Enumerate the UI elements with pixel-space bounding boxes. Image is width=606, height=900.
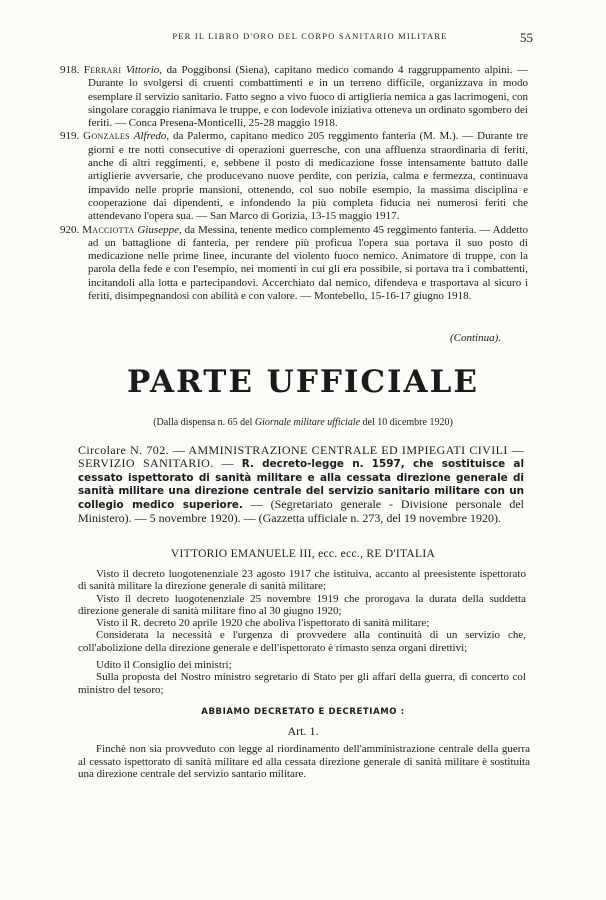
article-paragraph: Finchè non sia provveduto con legge al riordinamento dell'amministrazione centrale della guerra al cessato ispettorato di sanità militare ed alla cessata direzione generale di sanità militare è sostituita una direzione centrale del servizio santario militare. [78,743,530,781]
entry-919 [60,130,528,223]
circolare-reference: — (Segretariato generale - Divisione personale del Ministero). — 5 novembre 1920). — (Gazzetta ufficiale n. 273, del 19 novembre 1920). [78,497,525,525]
continua-note: (Continua). [450,332,502,344]
entry-number: 920. [60,223,80,236]
dispensa-journal: Giornale militare ufficiale [254,417,361,428]
dispensa-note [0,417,606,428]
entry-918 [60,64,528,130]
article-label: Art. 1. [287,724,319,738]
running-head: PER IL LIBRO D'ORO DEL CORPO SANITARIO MILITARE [172,31,448,41]
entry-text: , da Poggibonsi (Siena), capitano medico comando 4 raggruppamento alpini. — Durante lo svolgersi di cruenti combattimenti e in un terreno difficile, organizzava in modo esemplare il servizio sanitario. Fatto segno a vivo fuoco di artiglieria nemica a gas lacrimogeni, con singolare coraggio rianimava le truppe, e con lodevole iniziativa otteneva un ordinato sgombero dei feriti. — Conca Presena-Monticelli, 25-28 maggio 1918. [88,64,529,130]
entry-number: 918. [60,64,80,76]
preamble-paragraph: Visto il decreto luogotenenziale 23 agosto 1917 che istituiva, accanto al preesistente ispettorato di sanità militare la direzione generale di sanità militare; [78,568,526,593]
entry-surname: Macciotta [82,223,135,236]
article-body [78,743,530,781]
entry-text: , da Palermo, capitano medico 205 reggimento fanteria (M. M.). — Durante tre giorni e tre notti consecutive di operazioni guerresche, con una affluenza straordinaria di feriti, anche di altri reggimenti, e, sebbene il posto di medicazione fosse intensamente battuto dalle artiglierie avversarie, che producevano nuove perdite, con perizia, calma e fermezza, continuava impavido nelle proprie mansioni, ottenendo, col suo nobile esempio, la massima disciplina e cooperazione dai dipendenti, e infondendo la più completa fiducia nei numerosi feriti che attendevano l'opera sua. — San Marco di Gorizia, 13-15 maggio 1917. [88,130,529,223]
dispensa-suffix: del 10 dicembre 1920) [362,417,453,428]
preamble-paragraph: Udito il Consiglio dei ministri; [96,659,232,672]
preamble-paragraph: Visto il R. decreto 20 aprile 1920 che aboliva l'ispettorato di sanità militare; [96,617,430,630]
entry-920 [60,224,528,304]
entry-given-name: Giuseppe [137,223,179,236]
king-title: VITTORIO EMANUELE III, ecc. ecc., RE D'ITALIA [170,548,436,560]
circolare-title: Circolare N. 702. — AMMINISTRAZIONE CENTRALE ED IMPIEGATI CIVILI — SERVIZIO SANITARIO. — [78,443,524,470]
circolare-heading [78,444,524,525]
entry-number: 919. [60,130,80,143]
entry-text: , da Messina, tenente medico complemento 45 reggimento fanteria. — Addetto ad un battaglione di fanteria, per rendere più proficua l'opera sua portava il suo posto di medicazione nelle prime linee, incurante del violento fuoco nemico. Animatore di truppe, con la parola della fede e con l'esempio, nei momenti in cui gli era possibile, si portava tra i combattenti, incitandoli alla lotta e partecipandovi. Accerchiato dal nemico, difendeva e trasportava al sicuro i feriti, disimpegnandosi con abilità e con valore. — Montebello, 15-16-17 giugno 1918. [88,223,529,303]
entry-given-name: Alfredo [133,130,167,143]
entry-given-name: Vittorio [125,64,160,76]
entry-surname: Gonzales [83,130,130,143]
circolare-subject: R. decreto-legge n. 1597, che sostituisce al cessato ispettorato di sanità militare e alla cessata direzione generale di sanità militare una direzione centrale del servizio sanitario militare con un collegio medico superiore. [78,457,525,512]
preamble-paragraph: Sulla proposta del Nostro ministro segretario di Stato per gli affari della guerra, di concerto col ministro del tesoro; [78,671,526,696]
preamble-paragraph: Visto il decreto luogotenenziale 25 novembre 1919 che prorogava la durata della suddetta direzione generale di sanità militare fino al 30 giugno 1920; [78,592,526,617]
decretiamo-heading: ABBIAMO DECRETATO E DECRETIAMO : [201,707,405,717]
honor-roll-entries [60,64,528,303]
section-title: PARTE UFFICIALE [126,364,480,400]
dispensa-prefix: (Dalla dispensa n. 65 del [153,417,253,428]
decree-preamble [78,568,526,696]
page-number: 55 [520,30,533,45]
preamble-paragraph: Considerata la necessità e l'urgenza di provvedere alla continuità di un servizio che, coll'abolizione della direzione generale e dell'ispettorato è rimasto senza organi direttivi; [78,629,526,654]
entry-surname: Ferrari [83,64,122,76]
